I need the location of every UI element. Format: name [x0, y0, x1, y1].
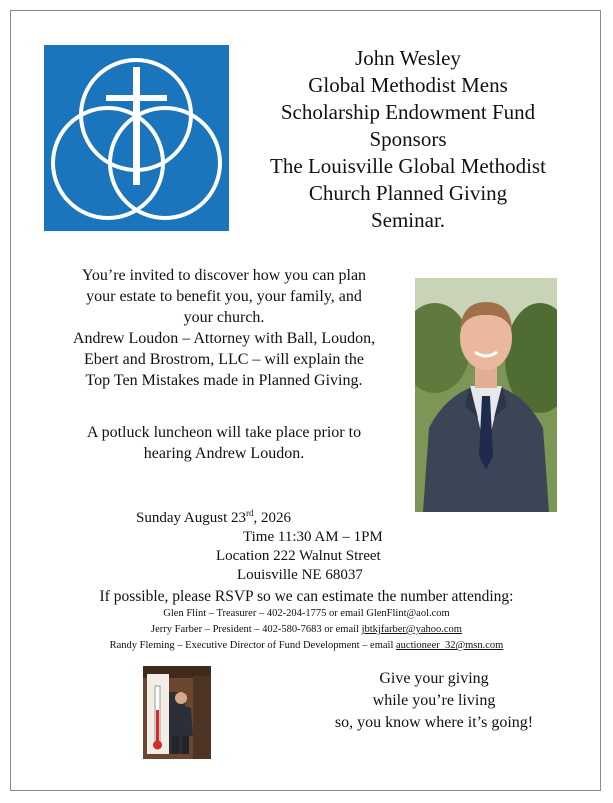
event-city: Louisville NE 68037	[237, 567, 363, 583]
title-line: Sponsors	[369, 127, 447, 151]
event-date-suffix: rd	[246, 508, 254, 518]
contact-text: Jerry Farber – President – 402-580-7683 or email	[151, 624, 362, 635]
methodist-cross-circles-icon	[44, 45, 229, 231]
event-date-year: , 2026	[253, 510, 292, 526]
slogan-line: so, you know where it’s going!	[334, 714, 534, 731]
speaker-photo	[415, 278, 557, 512]
contact-line	[20, 638, 593, 654]
potluck-line: hearing Andrew Loudon.	[143, 445, 305, 462]
contact-text: Glen Flint – Treasurer – 402-204-1775 or email	[163, 608, 367, 619]
contact-line	[20, 606, 593, 622]
intro-line: your church.	[183, 309, 265, 326]
event-date-text: Sunday August 23	[136, 510, 247, 526]
contact-list	[20, 606, 593, 654]
title-line: Seminar.	[370, 208, 446, 232]
event-date	[136, 510, 291, 527]
contact-email-link[interactable]: jbtkjfarber@yahoo.com	[361, 624, 462, 635]
event-location: Location 222 Walnut Street	[216, 548, 381, 564]
invitation-paragraph	[36, 265, 412, 391]
contact-email-link[interactable]: auctioneer_32@msn.com	[396, 640, 504, 651]
slogan	[312, 668, 556, 734]
slogan-line: Give your giving	[379, 670, 489, 687]
intro-line: Top Ten Mistakes made in Planned Giving.	[85, 372, 363, 389]
rsvp-request: If possible, please RSVP so we can estimate the number attending:	[99, 588, 514, 605]
intro-line: Andrew Loudon – Attorney with Ball, Loudon,	[72, 330, 376, 347]
seminar-title	[232, 45, 584, 234]
title-line: Scholarship Endowment Fund	[280, 100, 536, 124]
title-line: Global Methodist Mens	[308, 73, 508, 97]
title-line: Church Planned Giving	[308, 181, 508, 205]
intro-line: Ebert and Brostrom, LLC – will explain the	[84, 351, 364, 368]
title-line: John Wesley	[355, 46, 461, 70]
title-line: The Louisville Global Methodist	[270, 154, 546, 178]
contact-email-link[interactable]: GlenFlint@aol.com	[366, 608, 450, 619]
event-time: Time 11:30 AM – 1PM	[243, 529, 383, 545]
intro-line: your estate to benefit you, your family, and	[86, 288, 362, 305]
contact-line	[20, 622, 593, 638]
intro-line: You’re invited to discover how you can plan	[81, 267, 367, 284]
contact-text: Randy Fleming – Executive Director of Fund Development – email	[109, 640, 396, 651]
slogan-line: while you’re living	[372, 692, 496, 709]
potluck-paragraph	[36, 422, 412, 464]
fundraiser-photo	[143, 666, 211, 759]
potluck-line: A potluck luncheon will take place prior to	[86, 424, 362, 441]
